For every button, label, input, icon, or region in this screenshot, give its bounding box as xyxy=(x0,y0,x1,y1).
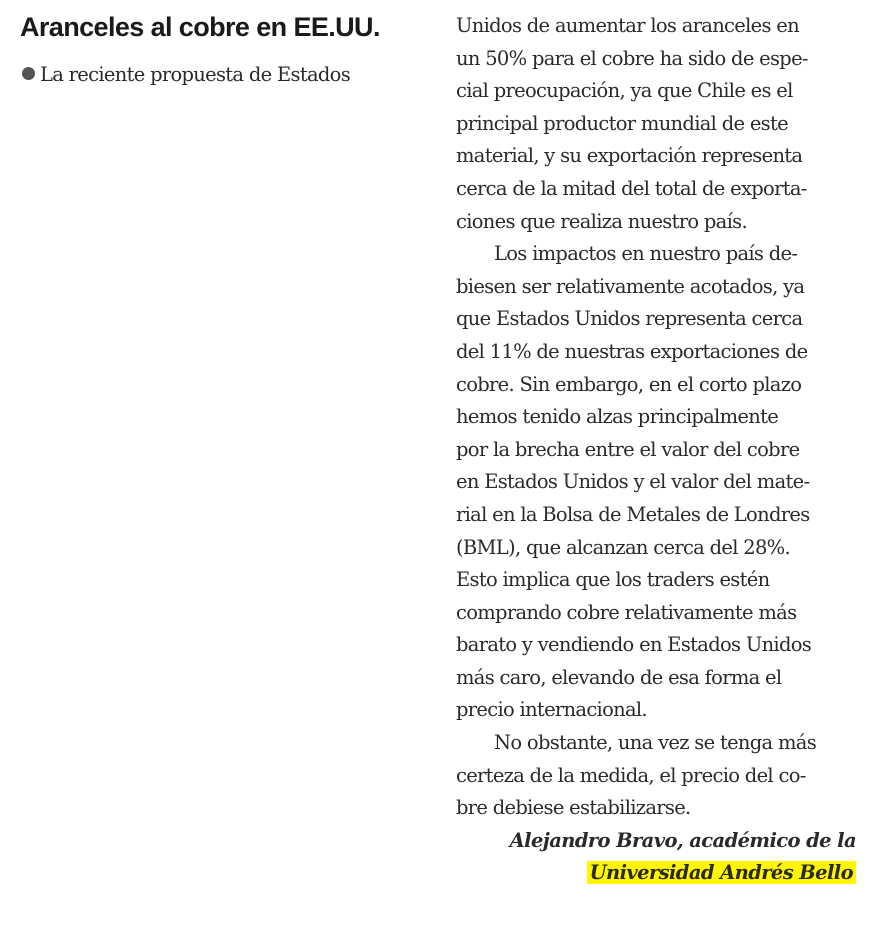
body-line: bre debiese estabilizarse. xyxy=(456,796,691,820)
intro-text: La reciente propuesta de Estados xyxy=(40,63,351,86)
body-line: principal productor mundial de este xyxy=(456,111,788,135)
intro-paragraph xyxy=(22,58,432,91)
body-column xyxy=(456,10,856,890)
body-line: hemos tenido alzas principalmente xyxy=(456,405,779,429)
body-line: rial en la Bolsa de Metales de Londres xyxy=(456,502,810,526)
signature-institution: Universidad Andrés Bello xyxy=(587,861,856,884)
body-line: por la brecha entre el valor del cobre xyxy=(456,437,800,461)
body-line: Los impactos en nuestro país de- xyxy=(494,242,798,266)
body-line: (BML), que alcanzan cerca del 28%. xyxy=(456,535,790,559)
body-line: precio internacional. xyxy=(456,698,647,722)
body-line: comprando cobre relativamente más xyxy=(456,600,797,624)
body-line: un 50% para el cobre ha sido de espe- xyxy=(456,46,808,70)
body-line: certeza de la medida, el precio del co- xyxy=(456,763,806,787)
body-line: más caro, elevando de esa forma el xyxy=(456,665,782,689)
body-line: que Estados Unidos representa cerca xyxy=(456,307,803,331)
body-line: del 11% de nuestras exportaciones de xyxy=(456,339,808,363)
body-line: Unidos de aumentar los aranceles en xyxy=(456,14,799,37)
body-line: Esto implica que los traders estén xyxy=(456,568,770,592)
body-line: cerca de la mitad del total de exporta- xyxy=(456,176,807,200)
body-line: cial preocupación, ya que Chile es el xyxy=(456,79,793,103)
bullet-icon xyxy=(22,67,35,80)
signature-institution-line xyxy=(456,857,856,890)
body-line: en Estados Unidos y el valor del mate- xyxy=(456,470,810,494)
article-title: Aranceles al cobre en EE.UU. xyxy=(20,12,380,42)
body-line: No obstante, una vez se tenga más xyxy=(494,731,817,755)
body-line: material, y su exportación representa xyxy=(456,144,803,168)
body-line: cobre. Sin embargo, en el corto plazo xyxy=(456,372,802,396)
body-line: biesen ser relativamente acotados, ya xyxy=(456,274,805,298)
signature-author: Alejandro Bravo, académico de la xyxy=(509,828,856,852)
body-line: barato y vendiendo en Estados Unidos xyxy=(456,633,812,657)
body-line: ciones que realiza nuestro país. xyxy=(456,209,747,233)
